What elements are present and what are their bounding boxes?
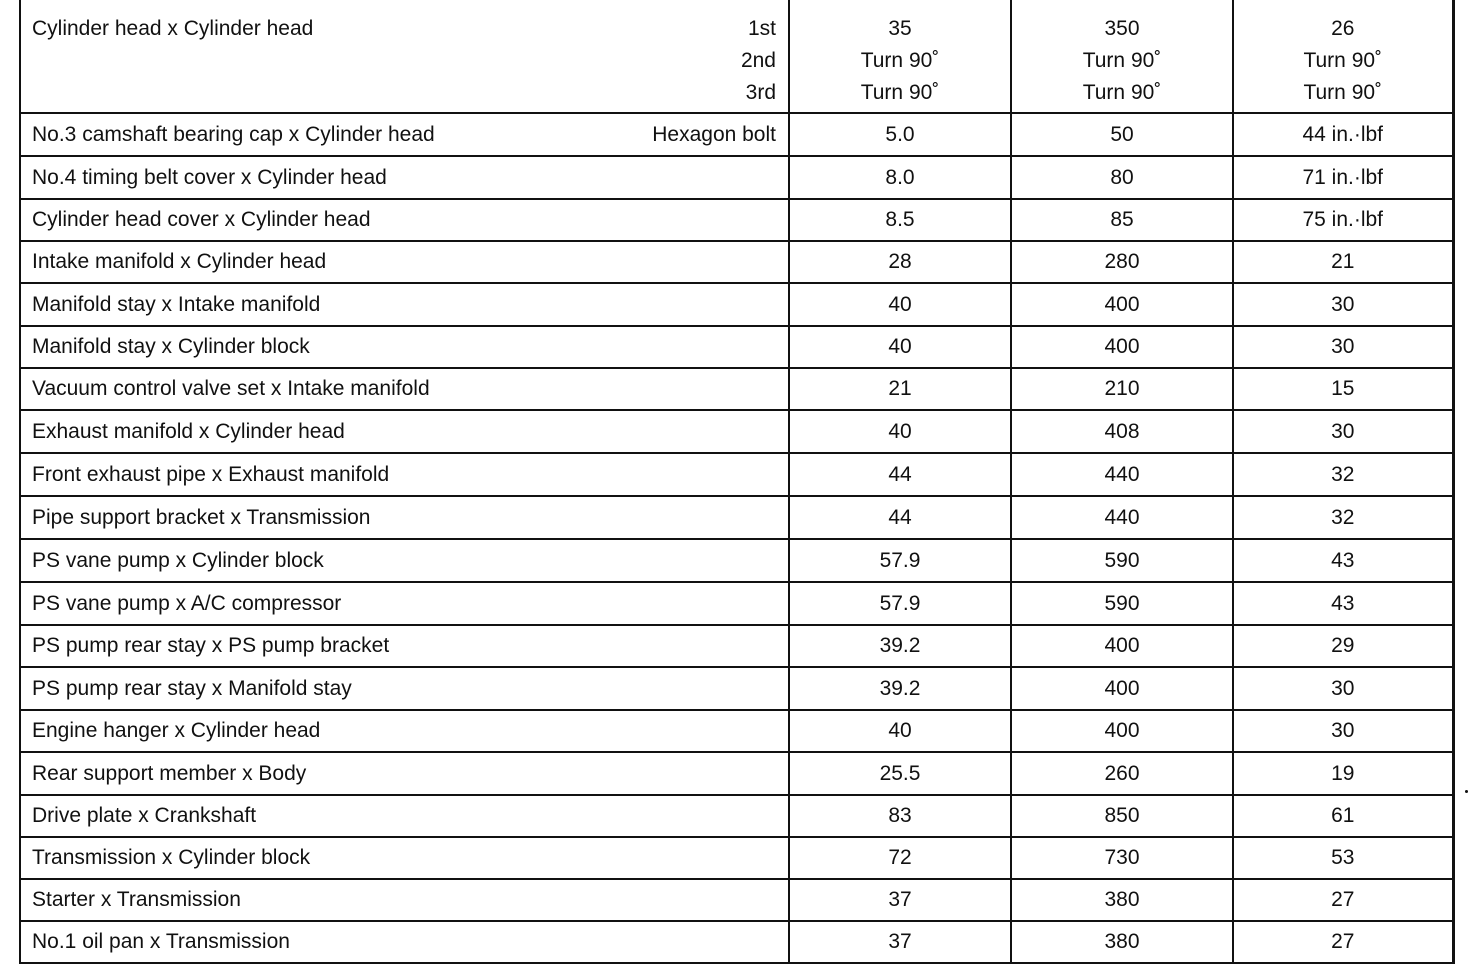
nm-cell (789, 837, 1011, 879)
nm-value: 5.0 (885, 122, 915, 146)
nm-cell (789, 241, 1011, 283)
ftlbf-cell (1233, 837, 1453, 879)
part-name: No.4 timing belt cover x Cylinder head (32, 165, 387, 189)
table-row (20, 710, 1453, 752)
nm-cell (789, 879, 1011, 921)
kgfcm-value: 80 (1110, 165, 1134, 189)
tightening-steps (741, 0, 776, 112)
nm-cell (789, 667, 1011, 710)
kgfcm-value: 400 (1104, 676, 1140, 700)
ftlbf-cell (1233, 368, 1453, 410)
kgfcm-cell (1011, 410, 1233, 453)
ftlbf-cell (1233, 496, 1453, 539)
kgfcm-cell (1011, 453, 1233, 496)
part-name: Transmission x Cylinder block (32, 846, 311, 869)
nm-value: 57.9 (879, 591, 921, 615)
nm-value: 40 (888, 292, 912, 316)
part-name: Vacuum control valve set x Intake manifold (32, 377, 430, 400)
ftlbf-cell (1233, 667, 1453, 710)
ftlbf-value: 75 in.·lbf (1302, 208, 1384, 231)
part-cell (20, 410, 789, 453)
kgfcm-cell (1011, 582, 1233, 625)
kgfcm-value: 730 (1104, 846, 1140, 869)
part-name: Drive plate x Crankshaft (32, 804, 257, 827)
table-row (20, 582, 1453, 625)
part-cell (20, 879, 789, 921)
part-name: Engine hanger x Cylinder head (32, 719, 321, 742)
ftlbf-value: 27 (1331, 930, 1355, 953)
table-row (20, 326, 1453, 368)
part-cell (20, 752, 789, 795)
kgfcm-value: 280 (1104, 250, 1140, 273)
part-name: PS pump rear stay x PS pump bracket (32, 634, 390, 657)
table-row (20, 752, 1453, 795)
ftlbf-cell (1233, 113, 1453, 156)
part-cell (20, 326, 789, 368)
nm-value: 35 (888, 17, 912, 40)
nm-cell (789, 326, 1011, 368)
nm-value: 44 (888, 505, 912, 529)
part-name: Rear support member x Body (32, 761, 307, 785)
nm-value: 39.2 (879, 634, 921, 657)
table-row (20, 539, 1453, 582)
ftlbf-value: 43 (1331, 591, 1355, 615)
part-cell (20, 710, 789, 752)
kgfcm-cell (1011, 710, 1233, 752)
step-label: 3rd (745, 81, 776, 104)
part-cell (20, 283, 789, 326)
ftlbf-value: 26 (1331, 17, 1355, 40)
part-name: PS vane pump x A/C compressor (32, 591, 342, 615)
table-row (20, 921, 1453, 963)
kgfcm-value: 380 (1104, 930, 1140, 953)
nm-cell (789, 0, 1011, 113)
ftlbf-cell (1233, 625, 1453, 667)
ftlbf-value: 32 (1331, 462, 1355, 486)
nm-value: Turn 90˚ (860, 49, 940, 72)
step-label: 1st (747, 17, 776, 40)
part-name: Cylinder head x Cylinder head (32, 17, 314, 40)
ftlbf-value: 19 (1331, 761, 1355, 785)
table-row (20, 795, 1453, 837)
ftlbf-cell (1233, 326, 1453, 368)
ftlbf-value: 21 (1331, 250, 1355, 273)
nm-value: 37 (888, 930, 912, 953)
part-name: Pipe support bracket x Transmission (32, 505, 371, 529)
nm-value: 37 (888, 888, 912, 911)
kgfcm-cell (1011, 625, 1233, 667)
part-cell (20, 496, 789, 539)
kgfcm-cell (1011, 199, 1233, 241)
part-cell (20, 539, 789, 582)
table-row (20, 241, 1453, 283)
ftlbf-cell (1233, 752, 1453, 795)
table-row (20, 667, 1453, 710)
kgfcm-cell (1011, 837, 1233, 879)
nm-cell (789, 921, 1011, 963)
ftlbf-value: 30 (1331, 719, 1355, 742)
nm-value: 21 (888, 377, 912, 400)
table-row (20, 453, 1453, 496)
kgfcm-cell (1011, 326, 1233, 368)
ftlbf-value: 71 in.·lbf (1302, 165, 1384, 189)
nm-cell (789, 368, 1011, 410)
nm-cell (789, 453, 1011, 496)
nm-value: 40 (888, 335, 912, 358)
table-row (20, 113, 1453, 156)
kgfcm-cell (1011, 879, 1233, 921)
nm-cell (789, 752, 1011, 795)
kgfcm-value: 400 (1104, 634, 1140, 657)
part-name: PS pump rear stay x Manifold stay (32, 676, 352, 700)
part-name: PS vane pump x Cylinder block (32, 548, 324, 572)
kgfcm-value: 440 (1104, 505, 1140, 529)
part-cell (20, 453, 789, 496)
ftlbf-value: 15 (1331, 377, 1355, 400)
nm-cell (789, 539, 1011, 582)
nm-value: 28 (888, 250, 912, 273)
table-row (20, 0, 1453, 113)
nm-value: 57.9 (879, 548, 921, 572)
nm-cell (789, 795, 1011, 837)
kgfcm-value: 590 (1104, 548, 1140, 572)
kgfcm-value: 50 (1110, 122, 1134, 146)
nm-value: 44 (888, 462, 912, 486)
kgfcm-cell (1011, 539, 1233, 582)
table-row (20, 410, 1453, 453)
part-cell (20, 241, 789, 283)
nm-value: 40 (888, 719, 912, 742)
part-cell (20, 368, 789, 410)
step-label: 2nd (740, 49, 776, 72)
ftlbf-cell (1233, 410, 1453, 453)
kgfcm-value: 260 (1104, 761, 1140, 785)
nm-cell (789, 199, 1011, 241)
part-cell (20, 156, 789, 199)
ftlbf-value: 27 (1331, 888, 1355, 911)
table-row (20, 283, 1453, 326)
nm-value: 39.2 (879, 676, 921, 700)
part-cell (20, 667, 789, 710)
part-name: Manifold stay x Intake manifold (32, 292, 321, 316)
ftlbf-cell (1233, 453, 1453, 496)
nm-value: 40 (888, 419, 912, 443)
part-cell (20, 582, 789, 625)
part-name: Starter x Transmission (32, 888, 241, 911)
part-name: No.3 camshaft bearing cap x Cylinder head (32, 122, 435, 146)
ftlbf-cell (1233, 710, 1453, 752)
ftlbf-value: 53 (1331, 846, 1355, 869)
kgfcm-value: 400 (1104, 335, 1140, 358)
kgfcm-value: 210 (1104, 377, 1140, 400)
kgfcm-cell (1011, 795, 1233, 837)
ftlbf-value: Turn 90˚ (1303, 49, 1383, 72)
nm-cell (789, 625, 1011, 667)
table-row (20, 837, 1453, 879)
kgfcm-cell (1011, 241, 1233, 283)
table-row (20, 199, 1453, 241)
nm-value: 8.5 (885, 208, 915, 231)
kgfcm-cell (1011, 368, 1233, 410)
kgfcm-cell (1011, 921, 1233, 963)
ftlbf-value: 30 (1331, 419, 1355, 443)
kgfcm-value: 85 (1110, 208, 1134, 231)
part-cell (20, 113, 789, 156)
nm-value: 83 (888, 804, 912, 827)
ftlbf-value: 44 in.·lbf (1302, 122, 1384, 146)
nm-value: 8.0 (885, 165, 915, 189)
part-name: Intake manifold x Cylinder head (32, 250, 327, 273)
table-row (20, 879, 1453, 921)
kgfcm-cell (1011, 113, 1233, 156)
part-name: Cylinder head cover x Cylinder head (32, 208, 371, 231)
part-name: Exhaust manifold x Cylinder head (32, 419, 345, 443)
nm-cell (789, 496, 1011, 539)
nm-cell (789, 113, 1011, 156)
nm-value: 25.5 (879, 761, 921, 785)
kgfcm-value: 380 (1104, 888, 1140, 911)
ftlbf-value: 32 (1331, 505, 1355, 529)
nm-value: 72 (888, 846, 912, 869)
scan-speck (1465, 790, 1468, 793)
kgfcm-value: 400 (1104, 292, 1140, 316)
kgfcm-value: 850 (1104, 804, 1140, 827)
kgfcm-cell (1011, 0, 1233, 113)
ftlbf-cell (1233, 156, 1453, 199)
ftlbf-cell (1233, 199, 1453, 241)
part-cell (20, 921, 789, 963)
nm-cell (789, 582, 1011, 625)
kgfcm-cell (1011, 156, 1233, 199)
ftlbf-cell (1233, 879, 1453, 921)
kgfcm-cell (1011, 667, 1233, 710)
table-row (20, 625, 1453, 667)
table-row (20, 368, 1453, 410)
table-row (20, 496, 1453, 539)
ftlbf-cell (1233, 539, 1453, 582)
part-name: Manifold stay x Cylinder block (32, 335, 310, 358)
nm-cell (789, 410, 1011, 453)
nm-cell (789, 283, 1011, 326)
table-row (20, 156, 1453, 199)
nm-cell (789, 710, 1011, 752)
kgfcm-cell (1011, 752, 1233, 795)
nm-cell (789, 156, 1011, 199)
kgfcm-value: 350 (1104, 17, 1140, 40)
kgfcm-cell (1011, 283, 1233, 326)
kgfcm-cell (1011, 496, 1233, 539)
kgfcm-value: 400 (1104, 719, 1140, 742)
ftlbf-cell (1233, 582, 1453, 625)
ftlbf-cell (1233, 0, 1453, 113)
ftlbf-value: Turn 90˚ (1303, 81, 1383, 104)
ftlbf-value: 30 (1331, 335, 1355, 358)
kgfcm-value: 408 (1104, 419, 1140, 443)
part-cell (20, 199, 789, 241)
ftlbf-value: 30 (1331, 292, 1355, 316)
part-cell (20, 625, 789, 667)
part-name: Front exhaust pipe x Exhaust manifold (32, 462, 390, 486)
kgfcm-value: Turn 90˚ (1082, 49, 1162, 72)
part-cell (20, 837, 789, 879)
ftlbf-value: 61 (1331, 804, 1355, 827)
ftlbf-value: 29 (1331, 634, 1355, 657)
kgfcm-value: Turn 90˚ (1082, 81, 1162, 104)
part-cell (20, 795, 789, 837)
ftlbf-cell (1233, 283, 1453, 326)
ftlbf-value: 43 (1331, 548, 1355, 572)
bolt-type-note: Hexagon bolt (652, 122, 776, 146)
kgfcm-value: 590 (1104, 591, 1140, 615)
nm-value: Turn 90˚ (860, 81, 940, 104)
torque-spec-table (19, 0, 1455, 964)
ftlbf-cell (1233, 921, 1453, 963)
part-name: No.1 oil pan x Transmission (32, 930, 290, 953)
ftlbf-value: 30 (1331, 676, 1355, 700)
ftlbf-cell (1233, 795, 1453, 837)
ftlbf-cell (1233, 241, 1453, 283)
part-cell (20, 0, 789, 113)
kgfcm-value: 440 (1104, 462, 1140, 486)
